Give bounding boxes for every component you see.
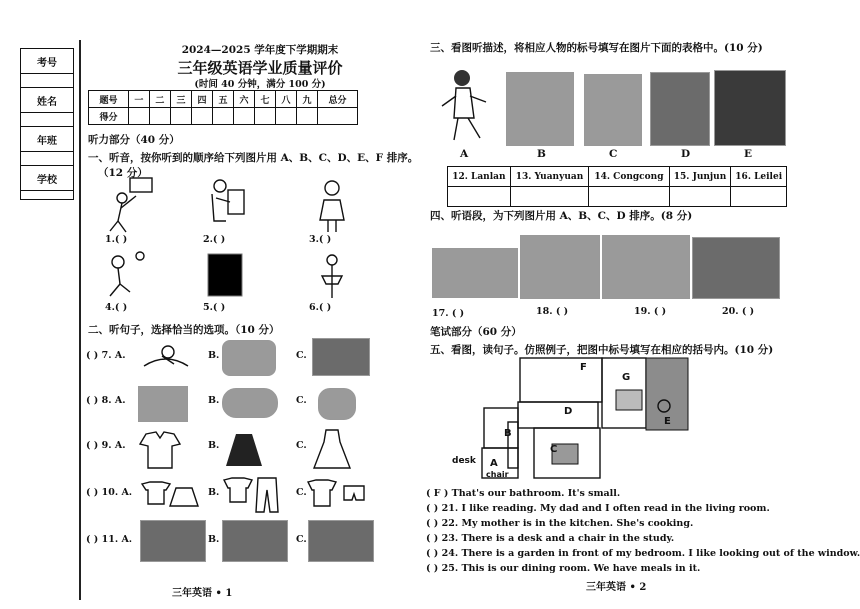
wind-icon	[222, 388, 278, 418]
reading-picture	[520, 235, 600, 299]
map-label-b: B	[504, 428, 512, 439]
score-header-cell: 题号	[89, 91, 129, 108]
q10-number[interactable]: ( ) 10. A.	[86, 487, 133, 498]
q7-option-b: B.	[208, 350, 220, 361]
score-cell[interactable]	[128, 108, 149, 125]
page-footer-right: 三年英语 • 2	[586, 582, 647, 593]
map-label-desk: desk	[452, 456, 476, 466]
girl-picture	[320, 181, 344, 232]
sentence-23[interactable]: ( ) 23. There is a desk and a chair in the study.	[426, 533, 675, 544]
q7-number[interactable]: ( ) 7. A.	[86, 350, 126, 361]
q7-option-c: C.	[296, 350, 307, 361]
floor-plan	[452, 356, 696, 481]
letter-a: A	[460, 148, 469, 160]
ballet-picture	[322, 255, 342, 298]
q11-option-b: B.	[208, 534, 220, 545]
section3-title: 三、看图听描述，将相应人物的标号填写在图片下面的表格中。(10 分)	[430, 42, 763, 54]
football-game-picture	[602, 235, 690, 299]
section4-title: 四、听语段，为下列图片用 A、B、C、D 排序。(8 分)	[430, 210, 693, 222]
score-cell[interactable]	[276, 108, 297, 125]
q9-option-b: B.	[208, 440, 220, 451]
q8-option-c: C.	[296, 395, 307, 406]
section5-title: 五、看图，读句子。仿照例子，把图中标号填写在相应的括号内。(10 分)	[430, 344, 774, 356]
letter-e: E	[744, 148, 753, 160]
q8-number[interactable]: ( ) 8. A.	[86, 395, 126, 406]
section1-pictures	[100, 176, 400, 321]
table-tennis-picture	[208, 254, 242, 296]
letter-c: C	[609, 148, 618, 160]
section2-title: 二、听句子，选择恰当的选项。（10 分）	[88, 324, 280, 336]
sweater-and-pants-icon	[222, 476, 284, 514]
football-picture	[110, 252, 144, 296]
person-c-picture	[584, 74, 642, 146]
score-cell[interactable]	[191, 108, 212, 125]
name-cell: 14. Congcong	[589, 167, 669, 187]
score-cell[interactable]	[212, 108, 233, 125]
map-label-chair: chair	[486, 470, 509, 479]
boating-picture	[222, 520, 288, 562]
person-a-picture	[440, 66, 490, 142]
bird-picture	[138, 342, 194, 372]
sentence-24[interactable]: ( ) 24. There is a garden in front of my bedroom. I like looking out of the window.	[426, 548, 860, 559]
class-field[interactable]	[21, 152, 73, 166]
order-blank-1[interactable]: 1.( )	[105, 234, 128, 245]
basketball-picture	[110, 178, 152, 232]
score-cell[interactable]	[255, 108, 276, 125]
page-title: 三年级英语学业质量评价	[177, 59, 343, 77]
score-cell[interactable]	[318, 108, 358, 125]
map-label-d: D	[564, 406, 573, 417]
name-cell: 13. Yuanyuan	[510, 167, 589, 187]
score-header-cell: 八	[276, 91, 297, 108]
map-label-a: A	[490, 458, 498, 469]
score-header-cell: 总分	[318, 91, 358, 108]
sentence-22[interactable]: ( ) 22. My mother is in the kitchen. She's cooking.	[426, 518, 694, 529]
student-info-box	[20, 48, 74, 200]
order-blank-3[interactable]: 3.( )	[309, 234, 332, 245]
q11-number[interactable]: ( ) 11. A.	[86, 534, 133, 545]
section2-questions	[86, 342, 386, 567]
name-label: 姓名	[21, 88, 73, 113]
swan-picture	[312, 338, 370, 376]
name-cell: 12. Lanlan	[448, 167, 511, 187]
answer-cell[interactable]	[448, 187, 511, 207]
q9-number[interactable]: ( ) 9. A.	[86, 440, 126, 451]
park-picture	[308, 520, 374, 562]
order-blank-5[interactable]: 5.( )	[203, 302, 226, 313]
name-field[interactable]	[21, 113, 73, 127]
map-label-e: E	[664, 416, 671, 427]
person-e-picture	[714, 70, 786, 146]
q11-option-c: C.	[296, 534, 307, 545]
order-blank-19[interactable]: 19. ( )	[634, 306, 667, 317]
score-header-cell: 九	[297, 91, 318, 108]
order-blank-17[interactable]: 17. ( )	[432, 308, 465, 319]
q10-option-b: B.	[208, 487, 220, 498]
score-row-label: 得分	[89, 108, 129, 125]
map-label-f: F	[580, 362, 587, 373]
score-header-cell: 二	[149, 91, 170, 108]
person-b-picture	[506, 72, 574, 146]
listening-part-heading: 听力部分（40 分）	[88, 134, 180, 146]
answer-cell[interactable]	[510, 187, 589, 207]
q9-option-c: C.	[296, 440, 307, 451]
skirt-icon	[222, 430, 266, 470]
rain-icon	[138, 386, 188, 422]
shirt-icon	[138, 430, 182, 470]
score-header-cell: 六	[233, 91, 254, 108]
class-label: 年班	[21, 127, 73, 152]
q10-option-c: C.	[296, 487, 307, 498]
answer-cell[interactable]	[669, 187, 731, 207]
letter-b: B	[537, 148, 546, 160]
score-cell[interactable]	[149, 108, 170, 125]
names-table	[447, 166, 787, 207]
snow-icon	[318, 388, 356, 420]
order-blank-20[interactable]: 20. ( )	[722, 306, 755, 317]
section1-points: （12 分）	[98, 167, 148, 179]
section1-title: 一、听音，按你听到的顺序给下列图片用 A、B、C、D、E、F 排序。	[88, 152, 419, 164]
order-blank-4[interactable]: 4.( )	[105, 302, 128, 313]
subtitle: (时间 40 分钟，满分 100 分)	[194, 79, 326, 90]
beach-picture	[432, 248, 518, 298]
friends-picture	[692, 237, 780, 299]
score-cell[interactable]	[170, 108, 191, 125]
q8-option-b: B.	[208, 395, 220, 406]
sentence-21[interactable]: ( ) 21. I like reading. My dad and I often read in the living room.	[426, 503, 770, 514]
order-blank-18[interactable]: 18. ( )	[536, 306, 569, 317]
school-field[interactable]	[21, 191, 73, 204]
score-header-cell: 三	[170, 91, 191, 108]
map-label-c: C	[550, 444, 558, 455]
written-part-heading: 笔试部分（60 分）	[430, 326, 522, 338]
bird-nest-picture	[222, 340, 276, 376]
name-cell: 15. Junjun	[669, 167, 731, 187]
painting-picture	[212, 180, 244, 221]
letter-d: D	[681, 148, 691, 160]
dress-icon	[312, 426, 352, 472]
example-sentence: ( F ) That's our bathroom. It's small.	[426, 488, 621, 499]
answer-cell[interactable]	[731, 187, 787, 207]
score-header-cell: 五	[212, 91, 233, 108]
year-title: 2024—2025 学年度下学期期末	[181, 44, 339, 56]
map-label-g: G	[622, 372, 631, 383]
binding-line	[79, 40, 81, 600]
tshirt-and-skirt-icon	[140, 480, 202, 510]
answer-cell[interactable]	[589, 187, 669, 207]
order-blank-6[interactable]: 6.( )	[309, 302, 332, 313]
person-d-picture	[650, 72, 710, 146]
exam-number-label: 考号	[21, 49, 73, 74]
school-label: 学校	[21, 166, 73, 191]
score-header-cell: 四	[191, 91, 212, 108]
sentence-25[interactable]: ( ) 25. This is our dining room. We have meals in it.	[426, 563, 701, 574]
score-cell[interactable]	[233, 108, 254, 125]
score-header-cell: 七	[255, 91, 276, 108]
score-table	[88, 90, 358, 125]
order-blank-2[interactable]: 2.( )	[203, 234, 226, 245]
page-footer-left: 三年英语 • 1	[172, 588, 233, 599]
camping-picture	[140, 520, 206, 562]
jacket-and-shorts-icon	[306, 478, 370, 512]
score-cell[interactable]	[297, 108, 318, 125]
exam-number-field[interactable]	[21, 74, 73, 88]
score-header-cell: 一	[128, 91, 149, 108]
name-cell: 16. Leilei	[731, 167, 787, 187]
